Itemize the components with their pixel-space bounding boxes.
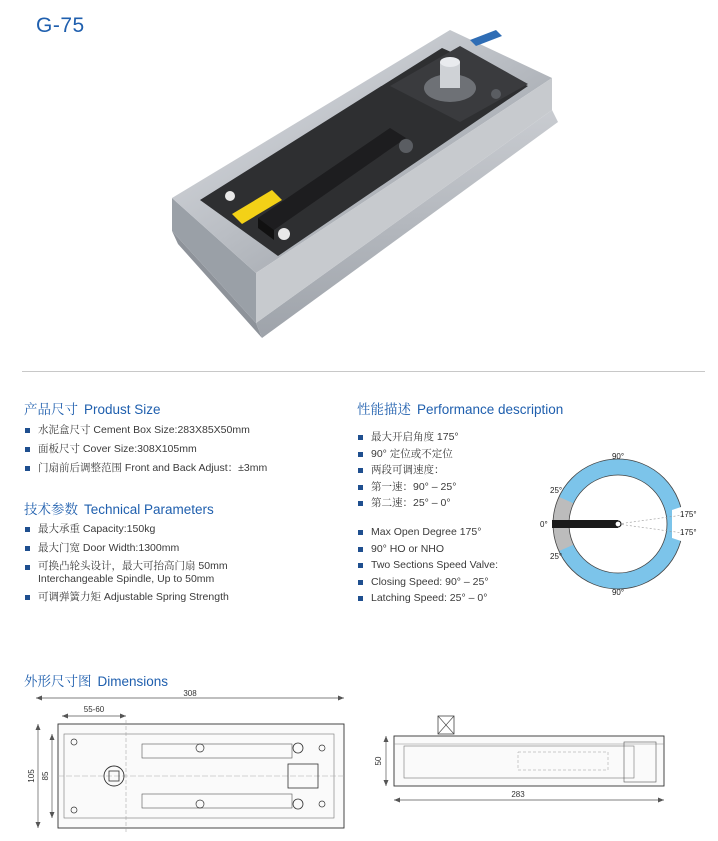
list-item: 水泥盒尺寸 Cement Box Size:283X85X50mm [24, 423, 267, 438]
product-size-title: 产品尺寸 Produst Size [24, 402, 161, 417]
performance-list-cn [357, 430, 459, 513]
side-view-drawing [368, 712, 673, 807]
list-item: 第二速：25° – 0° [357, 496, 459, 511]
label-25-upper: 25° [550, 486, 563, 495]
list-item: 90° HO or NHO [357, 542, 498, 557]
model-title: G-75 [36, 14, 85, 37]
label-175-upper: 175° [680, 510, 697, 519]
dim-height-outer: 105 [27, 769, 36, 783]
performance-list-en [357, 525, 498, 608]
label-90-bottom: 90° [611, 588, 625, 597]
list-item: 最大承重 Capacity:150kg [24, 522, 229, 537]
list-item: 最大门宽 Door Width:1300mm [24, 541, 229, 556]
door-leaf [552, 520, 618, 528]
list-item: 可换凸轮头设计，最大可抬高门扇 50mm Interchangeable Spindle, Up to 50mm [24, 560, 229, 586]
label-25-lower: 25° [550, 552, 563, 561]
dim-offset: 55-60 [83, 705, 105, 714]
dim-length: 308 [183, 690, 197, 698]
technical-parameters-title: 技术参数 Technical Parameters [24, 502, 214, 517]
list-item: 可调弹簧力矩 Adjustable Spring Strength [24, 590, 229, 605]
dimensions-title: 外形尺寸图 Dimensions [24, 674, 169, 689]
label-90-top: 90° [611, 452, 625, 461]
list-item: Closing Speed: 90° – 25° [357, 575, 498, 590]
section-divider [22, 371, 705, 372]
list-item: Latching Speed: 25° – 0° [357, 591, 498, 606]
floor-spring-product-image [160, 18, 580, 363]
dim-side-height: 50 [374, 756, 383, 766]
opening-angle-diagram [530, 448, 705, 600]
list-item: 门扇前后调整范围 Front and Back Adjust：±3mm [24, 461, 267, 476]
label-175-lower: 175° [680, 528, 697, 537]
product-size-list [24, 423, 267, 480]
dim-height-inner: 85 [41, 771, 50, 781]
label-0: 0° [540, 520, 548, 529]
technical-parameters-list [24, 522, 229, 609]
list-item: 最大开启角度 175° [357, 430, 459, 445]
list-item: 两段可调速度： [357, 463, 459, 478]
performance-title: 性能描述 Performance description [357, 402, 564, 417]
list-item: 90° 定位或不定位 [357, 447, 459, 462]
dim-side-length: 283 [511, 790, 525, 799]
list-item: 面板尺寸 Cover Size:308X105mm [24, 442, 267, 457]
list-item: Two Sections Speed Valve: [357, 558, 498, 573]
list-item: 第一速：90° – 25° [357, 480, 459, 495]
top-view-drawing [22, 690, 352, 835]
list-item: Max Open Degree 175° [357, 525, 498, 540]
